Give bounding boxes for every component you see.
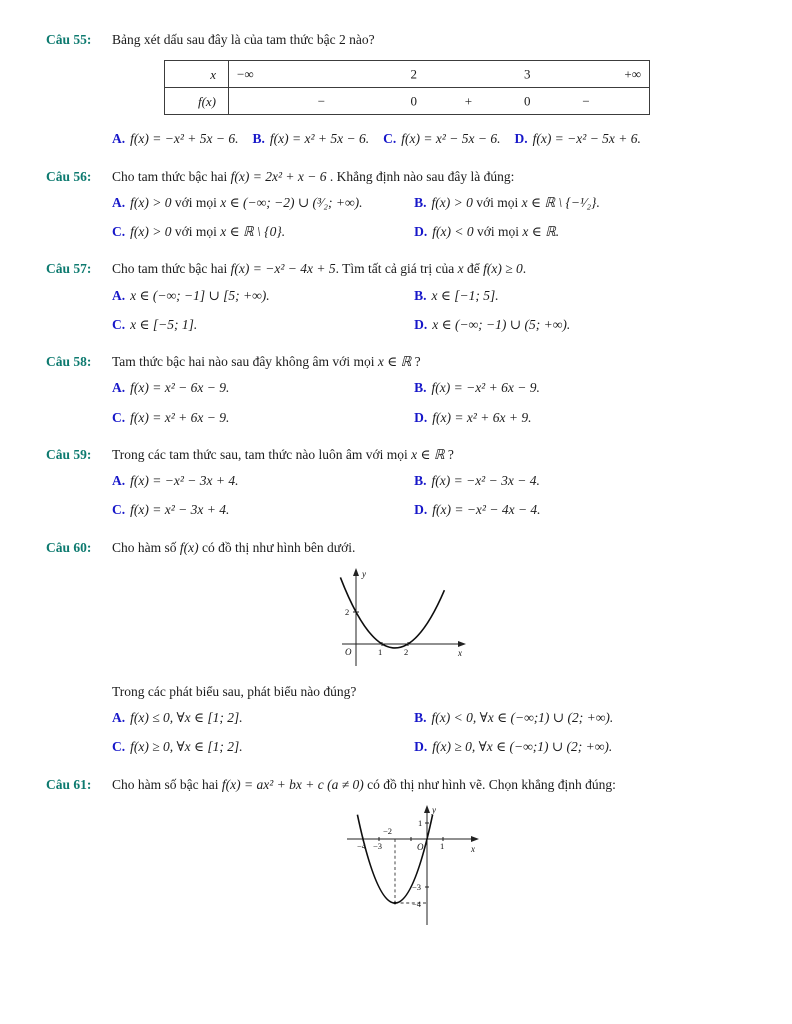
- option-letter: B.: [414, 194, 427, 210]
- option-a: [112, 286, 414, 306]
- options-57: [112, 286, 748, 336]
- option-c: [112, 408, 414, 428]
- text-run: Cho hàm số: [112, 539, 180, 555]
- question-57: [46, 259, 748, 335]
- question-text: [112, 30, 748, 50]
- option-b: [414, 286, 748, 306]
- option-d: [414, 500, 748, 520]
- text-run: với mọi: [171, 194, 221, 210]
- option-letter: A.: [112, 380, 126, 396]
- math-run: x ∈ (−∞; −1) ∪ (5; +∞).: [432, 316, 571, 332]
- sign-table-var: x: [165, 61, 229, 88]
- question-number: Câu 57:: [46, 261, 92, 277]
- math-run: x ∈ ℝ \ {0}.: [220, 224, 286, 239]
- question-text: [112, 167, 748, 187]
- text-run: với mọi: [472, 194, 522, 210]
- text-run: . Tìm tất cả giá trị của: [335, 261, 458, 277]
- option-a: [112, 129, 238, 149]
- math-run: f(x) > 0: [130, 224, 172, 239]
- y-axis-label: y: [432, 804, 436, 815]
- text-run: Trong các tam thức sau, tam thức nào luôn âm với mọi: [112, 446, 412, 462]
- option-a: [112, 193, 414, 213]
- math-run: x ∈ [−5; 1].: [130, 316, 198, 332]
- x-value: 2: [410, 66, 418, 82]
- question-number: Câu 59:: [46, 446, 92, 462]
- math-run: f(x) = x² + 5x − 6.: [269, 131, 370, 147]
- sign-table-signs: [229, 88, 650, 115]
- text-run: Bảng xét dấu sau đây là của tam thức bậc 2 nào?: [112, 32, 375, 47]
- option-b: [414, 708, 748, 728]
- text-run: . Khẳng định nào sau đây là đúng:: [326, 168, 515, 184]
- sign-value: +: [464, 93, 473, 109]
- option-d: [414, 737, 748, 757]
- x-tick-label-1: 1: [440, 840, 445, 851]
- question-number: Câu 58:: [46, 354, 92, 369]
- option-b: [414, 193, 748, 213]
- math-run: f(x) ≥ 0, ∀x ∈ [1; 2].: [130, 739, 243, 755]
- x-value: −∞: [237, 66, 254, 82]
- option-d: [414, 408, 748, 428]
- option-letter: C.: [112, 409, 126, 425]
- origin-label: O: [417, 841, 424, 852]
- sign-value: −: [582, 93, 590, 109]
- y-tick-label-m4: −4: [412, 898, 422, 909]
- math-run: f(x) = 2x² + x − 6: [230, 168, 327, 184]
- option-letter: A.: [112, 131, 126, 147]
- question-59: [46, 445, 748, 521]
- question-text: [112, 352, 748, 372]
- options-60: [112, 708, 748, 758]
- question-number: Câu 56:: [46, 168, 92, 184]
- x-value: 3: [523, 66, 531, 82]
- graph-q60: [46, 562, 748, 674]
- option-b: [414, 471, 748, 491]
- option-letter: C.: [112, 502, 126, 518]
- origin-label: O: [345, 646, 352, 657]
- question-58: [46, 352, 748, 428]
- sign-table-x-values: [229, 61, 650, 88]
- math-run: f(x) = −x² − 5x + 6.: [532, 131, 641, 147]
- parabola-graph: [307, 799, 487, 929]
- parabola-graph: [322, 562, 472, 674]
- question-61: [46, 775, 748, 929]
- text-run: Cho hàm số bậc hai: [112, 776, 222, 792]
- math-run: f(x) = x² − 5x − 6.: [401, 131, 501, 147]
- x-tick-label-1: 1: [378, 646, 383, 657]
- x-axis-arrow: [471, 836, 479, 842]
- x-axis-arrow: [458, 641, 466, 647]
- question-number: Câu 61:: [46, 776, 92, 792]
- option-letter: D.: [414, 502, 428, 518]
- y-axis-label: y: [362, 568, 366, 579]
- math-run: f(x) ≤ 0, ∀x ∈ [1; 2].: [130, 710, 243, 725]
- math-run: f(x) = −x² + 5x − 6.: [130, 131, 239, 147]
- math-run: f(x) = −x² − 4x − 4.: [432, 502, 541, 518]
- x-value: +∞: [624, 66, 641, 82]
- text-run: để: [463, 261, 484, 277]
- text-run: với mọi: [473, 224, 523, 239]
- math-run: f(x) = −x² − 3x − 4.: [431, 473, 540, 488]
- option-c: [112, 315, 414, 335]
- math-run: x ∈ ℝ: [377, 354, 412, 369]
- options-59: [112, 471, 748, 521]
- math-run: f(x) = x² − 6x − 9.: [130, 380, 230, 396]
- math-run: x ∈ (−∞; −2) ∪ (³⁄₂; +∞).: [220, 194, 363, 210]
- math-run: x ∈ [−1; 5].: [431, 287, 499, 303]
- question-text: [112, 445, 748, 465]
- options-56: [112, 193, 748, 243]
- option-d: [414, 315, 748, 335]
- option-letter: D.: [414, 739, 428, 755]
- option-letter: D.: [414, 224, 428, 239]
- math-run: f(x) = −x² − 3x + 4.: [130, 473, 239, 488]
- option-d: [414, 222, 748, 242]
- x-axis-label: x: [458, 647, 462, 658]
- question-55: [46, 30, 748, 150]
- x-tick-label-m4: −4: [357, 840, 367, 851]
- sign-value: 0: [523, 93, 531, 109]
- math-run: f(x) ≥ 0: [483, 261, 523, 277]
- text-run: với mọi: [171, 224, 221, 239]
- math-run: f(x) < 0, ∀x ∈ (−∞;1) ∪ (2; +∞).: [431, 710, 614, 725]
- option-letter: A.: [112, 473, 126, 488]
- question-text: [112, 259, 748, 279]
- option-letter: B.: [252, 131, 265, 147]
- sign-value: 0: [410, 93, 418, 109]
- option-letter: B.: [414, 710, 427, 725]
- math-run: f(x) = −x² − 4x + 5: [230, 261, 336, 277]
- graph-q61: [46, 799, 748, 929]
- math-run: x ∈ ℝ: [411, 446, 445, 462]
- option-letter: C.: [112, 316, 126, 332]
- option-letter: D.: [414, 316, 428, 332]
- text-run: ?: [444, 446, 454, 462]
- x-tick-label-m3: −3: [373, 840, 383, 851]
- y-axis-arrow: [424, 805, 430, 813]
- option-c: [383, 129, 500, 149]
- option-letter: D.: [414, 409, 428, 425]
- option-letter: B.: [414, 287, 427, 303]
- sign-value: −: [317, 93, 326, 109]
- option-letter: D.: [514, 131, 528, 147]
- math-run: f(x) = x² − 3x + 4.: [130, 502, 230, 518]
- options-58: [112, 378, 748, 428]
- question-56: [46, 167, 748, 243]
- option-d: [514, 129, 640, 149]
- option-letter: C.: [112, 739, 126, 755]
- math-run: f(x) < 0: [432, 224, 474, 239]
- math-run: f(x) = ax² + bx + c (a ≠ 0): [221, 776, 364, 792]
- text-run: .: [522, 261, 527, 277]
- y-tick-label-m3: −3: [412, 881, 422, 892]
- text-run: Tam thức bậc hai nào sau đây không âm với mọi: [112, 354, 378, 369]
- text-run: có đồ thị như hình bên dưới.: [198, 539, 356, 555]
- option-c: [112, 500, 414, 520]
- math-run: x ∈ (−∞; −1] ∪ [5; +∞).: [130, 287, 270, 303]
- sign-table-row-x: [165, 61, 650, 88]
- math-run: x: [457, 261, 464, 277]
- text-run: Cho tam thức bậc hai: [112, 168, 231, 184]
- option-letter: A.: [112, 287, 126, 303]
- option-letter: B.: [414, 473, 427, 488]
- option-b: [252, 129, 369, 149]
- x-tick-label-2: 2: [404, 646, 409, 657]
- text-run: ?: [411, 354, 421, 369]
- y-tick-label-2: 2: [345, 606, 350, 617]
- option-letter: C.: [383, 131, 397, 147]
- text-run: có đồ thị như hình vẽ. Chọn khẳng định đúng:: [363, 776, 616, 792]
- math-run: x ∈ ℝ.: [522, 224, 560, 239]
- text-run: Cho tam thức bậc hai: [112, 261, 231, 277]
- math-run: f(x) = −x² + 6x − 9.: [431, 380, 540, 396]
- option-b: [414, 378, 748, 398]
- math-run: f(x) = x² + 6x − 9.: [130, 409, 230, 425]
- options-55: [112, 129, 748, 149]
- sign-table: [164, 60, 650, 115]
- sign-table-func: f(x): [165, 88, 229, 115]
- math-run: f(x) > 0: [130, 194, 172, 210]
- option-letter: C.: [112, 224, 126, 239]
- y-axis-arrow: [353, 568, 359, 576]
- math-run: f(x) = x² + 6x + 9.: [432, 409, 532, 425]
- sign-table-row-fx: [165, 88, 650, 115]
- question-number: Câu 55:: [46, 32, 92, 47]
- option-a: [112, 708, 414, 728]
- math-run: x ∈ ℝ \ {−¹⁄₂}.: [521, 194, 600, 210]
- question-60: [46, 538, 748, 758]
- option-letter: B.: [414, 380, 427, 396]
- x-axis-label: x: [471, 843, 475, 854]
- option-c: [112, 737, 414, 757]
- question-text: [112, 775, 748, 795]
- x-tick-label-m2: −2: [383, 825, 393, 836]
- math-run: f(x) ≥ 0, ∀x ∈ (−∞;1) ∪ (2; +∞).: [432, 739, 613, 755]
- option-a: [112, 471, 414, 491]
- question-text: [112, 538, 748, 558]
- question-subtext: Trong các phát biểu sau, phát biểu nào đúng?: [112, 683, 357, 699]
- option-letter: A.: [112, 194, 126, 210]
- option-a: [112, 378, 414, 398]
- option-c: [112, 222, 414, 242]
- math-run: f(x) > 0: [431, 194, 473, 210]
- option-letter: A.: [112, 710, 126, 725]
- question-number: Câu 60:: [46, 539, 92, 555]
- math-run: f(x): [179, 539, 199, 555]
- y-tick-label-1: 1: [418, 817, 423, 828]
